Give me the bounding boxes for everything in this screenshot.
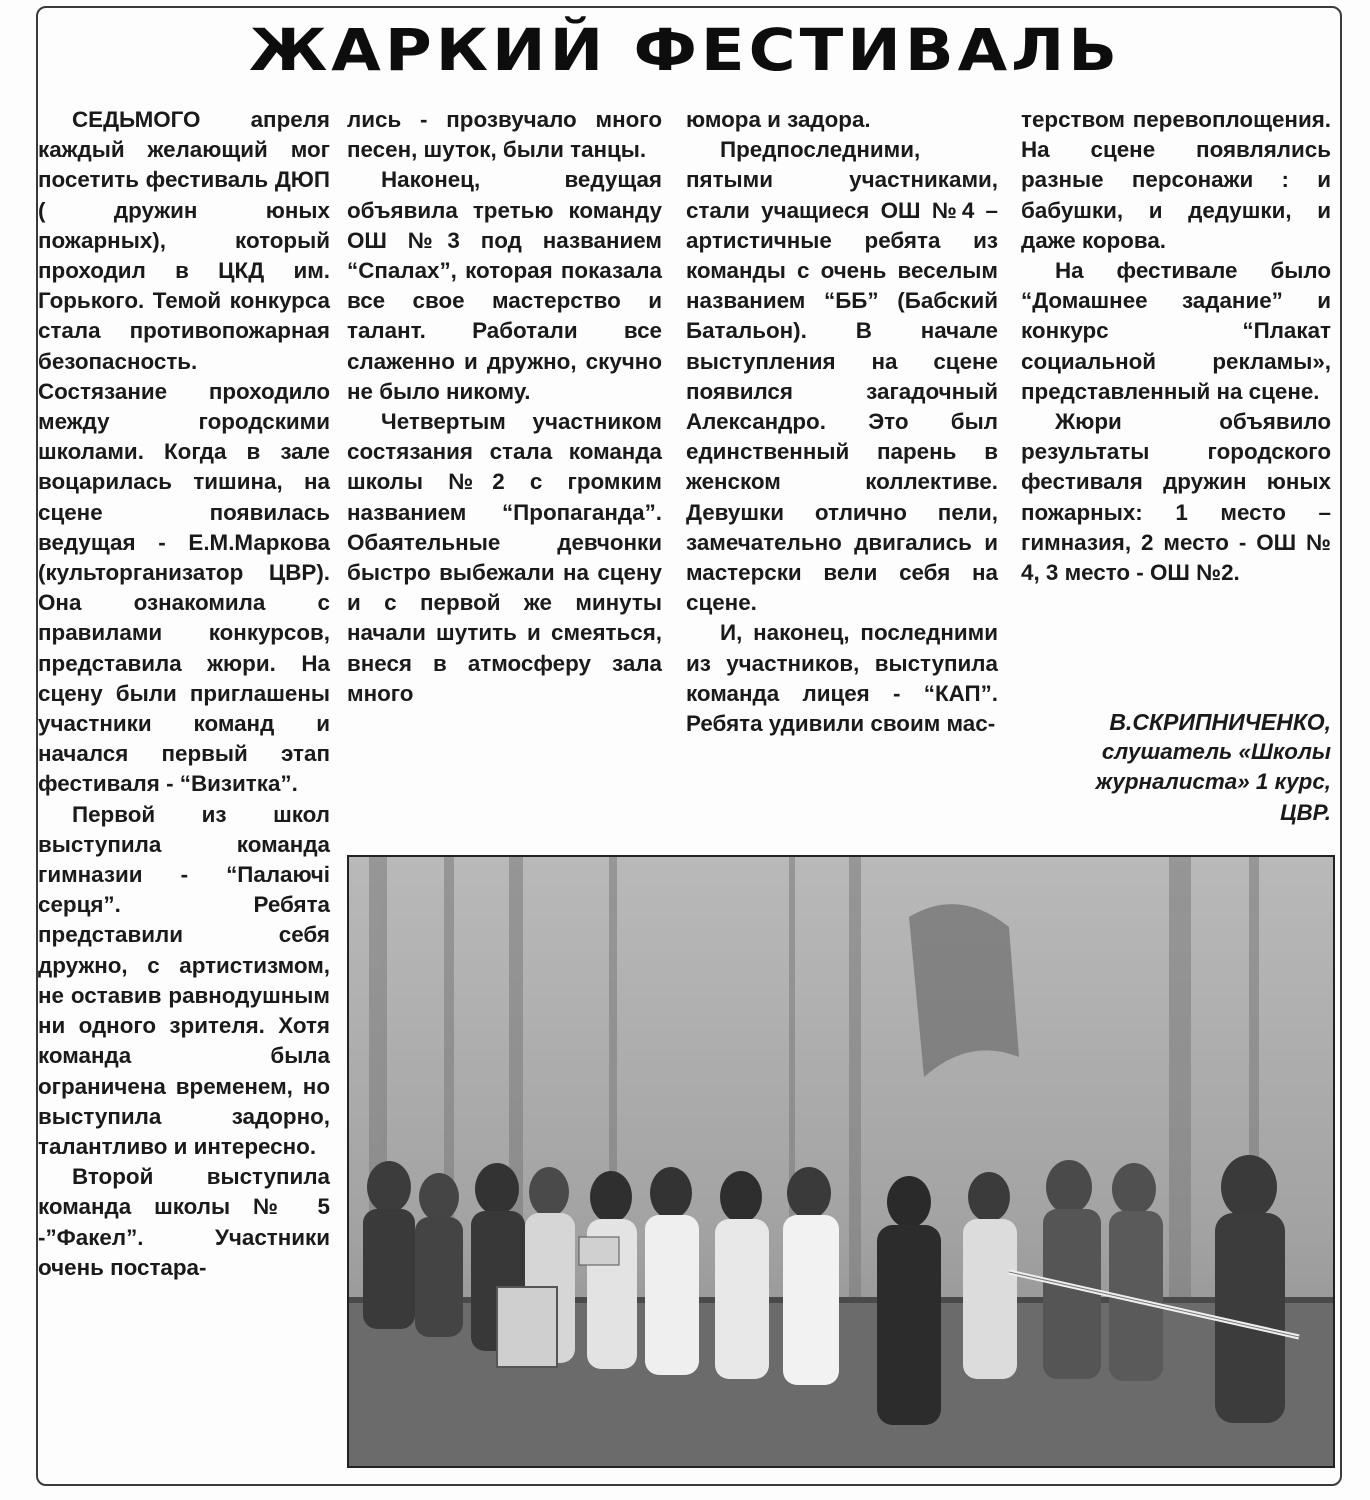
paragraph: Второй выступила команда школы № 5 -”Факел”. Участники очень постара-	[38, 1164, 330, 1280]
author-role: журналиста» 1 курс,	[1095, 769, 1331, 795]
paragraph: На фестивале было “Домашнее задание” и конкурс “Плакат социальной рекламы», представленный на сцене.	[1021, 258, 1331, 404]
author-signature	[1021, 707, 1331, 828]
paragraph: И, наконец, последними из участников, выступила команда лицея - “КАП”. Ребята удивили своим мас-	[686, 620, 998, 737]
author-name: В.СКРИПНИЧЕНКО,	[1109, 709, 1331, 735]
headline: ЖАРКИЙ ФЕСТИВАЛЬ	[248, 17, 1122, 85]
stage-photo-illustration	[349, 857, 1333, 1466]
paragraph: Жюри объявило результаты городского фестиваля дружин юных пожарных: 1 место – гимназия, 2 место - ОШ № 4, 3 место - ОШ №2.	[1021, 409, 1331, 586]
paragraph: Первой из школ выступила команда гимназии - “Палаючі серця”. Ребята представили себя дружно, с артистизмом, не оставив равнодушным ни одного зрителя. Хотя команда была ограничена временем, но выступила задорно, талантливо и интересно.	[38, 801, 330, 1159]
paragraph: терством перевоплощения. На сцене появлялись разные персонажи : и бабушки, и дедушки, и даже корова.	[1021, 107, 1331, 253]
article-column-1	[38, 105, 330, 1283]
paragraph: Наконец, ведущая объявила третью команду ОШ №3 под названием “Спалах”, которая показала все свое мастерство и талант. Работали все слаженно и дружно, скучно не было никому.	[347, 167, 662, 404]
event-photo	[347, 855, 1335, 1468]
paragraph: СЕДЬМОГО апреля каждый желающий мог посетить фестиваль ДЮП ( дружин юных пожарных), который проходил в ЦКД им. Горького. Темой конкурса стала противопожарная безопасность. Состязание проходило между городскими школами. Когда в зале воцарилась тишина, на сцене появилась ведущая - Е.М.Маркова (культорганизатор ЦВР). Она ознакомила с правилами конкурсов, представила жюри. На сцену были приглашены участники команд и начался первый этап фестиваля - “Визитка”.	[38, 107, 330, 797]
article-column-2	[347, 105, 662, 709]
author-role: слушатель «Школы	[1101, 739, 1331, 765]
paragraph: юмора и задора.	[686, 107, 871, 132]
article-column-4	[1021, 105, 1331, 588]
paragraph: Предпоследними, пятыми участниками, стали учащиеся ОШ №4 – артистичные ребята из команды с очень веселым названием “ББ” (Бабский Батальон). В начале выступления на сцене появился загадочный Александро. Это был единственный парень в женском коллективе. Девушки отлично пели, замечательно двигались и мастерски вели себя на сцене.	[686, 137, 998, 616]
article-column-3	[686, 105, 998, 739]
paragraph: лись - прозвучало много песен, шуток, были танцы.	[347, 107, 662, 163]
author-org: ЦВР.	[1280, 799, 1331, 825]
paragraph: Четвертым участником состязания стала команда школы №2 с громким названием “Пропаганда”. Обаятельные девчонки быстро выбежали на сцену и с первой же минуты начали шутить и смеяться, внеся в атмосферу зала много	[347, 409, 662, 706]
